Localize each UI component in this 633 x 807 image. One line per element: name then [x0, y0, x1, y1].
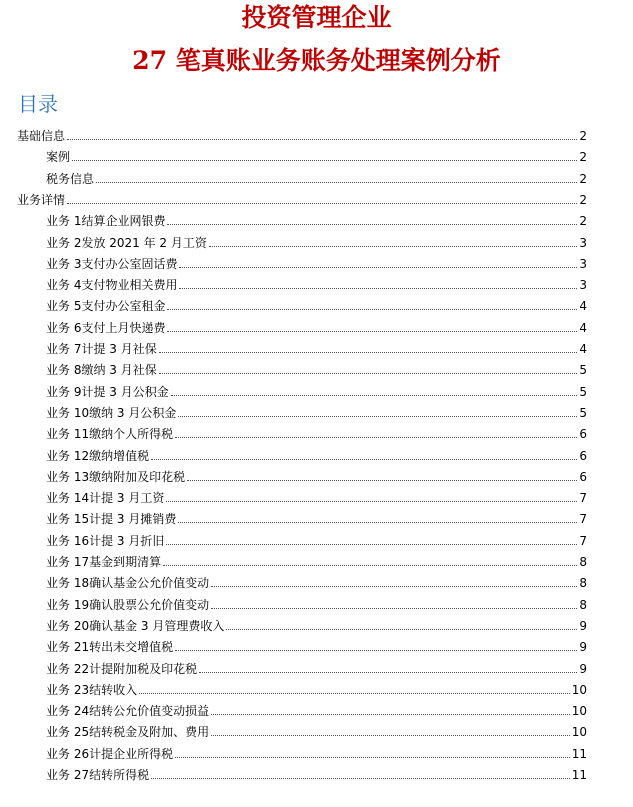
toc-entry[interactable]	[46, 318, 587, 339]
toc-page-number: 10	[571, 704, 587, 719]
toc-entry[interactable]	[46, 722, 587, 743]
document-title: 投资管理企业	[241, 3, 392, 32]
toc-entry-title: 业务 5支付办公室租金	[46, 299, 166, 314]
toc-dot-leader	[187, 467, 577, 481]
toc-dot-leader	[151, 446, 577, 460]
toc-entry-title: 业务 4支付物业相关费用	[46, 278, 178, 293]
toc-entry[interactable]	[46, 701, 587, 722]
document-subtitle: 27 笔真账业务账务处理案例分析	[132, 46, 501, 75]
toc-dot-leader	[199, 659, 577, 673]
toc-page-number: 9	[579, 640, 587, 655]
toc-entry-title: 业务 8缴纳 3 月社保	[46, 363, 157, 378]
toc-page-number: 9	[579, 661, 587, 676]
toc-entry[interactable]	[46, 765, 587, 786]
toc-entry-title: 业务 11缴纳个人所得税	[46, 427, 174, 442]
toc-entry-title: 业务详情	[17, 192, 66, 207]
toc-entry-title: 业务 6支付上月快递费	[46, 320, 166, 335]
toc-page-number: 10	[571, 682, 587, 697]
toc-page-number: 4	[579, 342, 587, 356]
toc-dot-leader	[178, 509, 577, 523]
toc-entry-title: 业务 20确认基金 3 月管理费收入	[46, 618, 225, 633]
toc-page-number: 4	[579, 320, 587, 335]
toc-dot-leader	[178, 403, 577, 417]
toc-dot-leader	[139, 680, 570, 694]
toc-entry-title: 业务 16计提 3 月折旧	[46, 533, 165, 548]
toc-entry-title: 业务 15计提 3 月摊销费	[46, 512, 177, 527]
toc-page-number: 8	[579, 576, 587, 591]
toc-entry-title: 业务 23结转收入	[46, 682, 138, 697]
toc-entry-title: 业务 2发放 2021 年 2 月工资	[46, 235, 207, 250]
toc-entry[interactable]	[46, 488, 587, 509]
toc-entry[interactable]	[46, 211, 587, 232]
toc-entry-title: 业务 19确认股票公允价值变动	[46, 597, 210, 612]
toc-dot-leader	[175, 744, 570, 758]
toc-dot-leader	[151, 765, 570, 779]
toc-page-number: 2	[579, 214, 587, 229]
toc-entry-title: 基础信息	[17, 129, 66, 143]
toc-dot-leader	[166, 488, 577, 502]
toc-entry[interactable]	[46, 680, 587, 701]
toc-page-number: 2	[579, 192, 587, 207]
toc-page-number: 7	[579, 491, 587, 506]
toc-entry[interactable]	[46, 403, 587, 424]
toc-dot-leader	[171, 382, 578, 396]
toc-entry[interactable]	[46, 637, 587, 658]
toc-page-number: 7	[579, 533, 587, 548]
toc-entry-title: 业务 14计提 3 月工资	[46, 491, 165, 506]
toc-entry[interactable]	[46, 254, 587, 275]
toc-entry-title: 业务 24结转公允价值变动损益	[46, 704, 210, 719]
toc-entry[interactable]	[46, 659, 587, 680]
toc-page-number: 6	[579, 469, 587, 484]
toc-dot-leader	[159, 360, 578, 374]
toc-entry-title: 案例	[46, 150, 71, 165]
toc-page-number: 3	[579, 278, 587, 293]
toc-entry[interactable]	[46, 467, 587, 488]
toc-entry[interactable]	[46, 616, 587, 637]
toc-entry-title: 业务 3支付办公室固话费	[46, 256, 178, 271]
toc-entry[interactable]	[46, 509, 587, 530]
toc-page-number: 5	[579, 363, 587, 378]
toc-heading: 目录	[18, 92, 58, 116]
toc-page-number: 4	[579, 299, 587, 314]
toc-dot-leader	[96, 169, 577, 183]
toc-entry[interactable]	[46, 360, 587, 381]
toc-page-number: 11	[571, 768, 587, 782]
toc-dot-leader	[159, 339, 578, 353]
toc-dot-leader	[179, 275, 577, 289]
toc-entry[interactable]	[46, 744, 587, 765]
toc-entry[interactable]	[46, 382, 587, 403]
toc-page-number: 2	[579, 129, 587, 143]
toc-entry[interactable]	[46, 339, 587, 360]
toc-entry-title: 业务 7计提 3 月社保	[46, 342, 157, 356]
toc-entry[interactable]	[17, 190, 587, 211]
toc-entry-title: 业务 9计提 3 月公积金	[46, 384, 169, 399]
toc-entry[interactable]	[46, 531, 587, 552]
toc-entry-title: 业务 22计提附加税及印花税	[46, 661, 198, 676]
toc-dot-leader	[163, 552, 577, 566]
toc-page-number: 10	[571, 725, 587, 740]
toc-dot-leader	[226, 616, 577, 630]
toc-page-number: 6	[579, 427, 587, 442]
toc-entry[interactable]	[46, 147, 587, 168]
toc-page-number: 6	[579, 448, 587, 463]
toc-entry[interactable]	[46, 446, 587, 467]
toc-page-number: 8	[579, 597, 587, 612]
toc-dot-leader	[72, 147, 577, 161]
toc-entry[interactable]	[46, 573, 587, 594]
toc-page-number: 5	[579, 384, 587, 399]
toc-dot-leader	[175, 424, 577, 438]
toc-entry-title: 业务 21转出未交增值税	[46, 640, 174, 655]
toc-entry-title: 业务 27结转所得税	[46, 768, 150, 782]
toc-entry[interactable]	[46, 424, 587, 445]
toc-entry-title: 业务 10缴纳 3 月公积金	[46, 405, 177, 420]
toc-entry[interactable]	[17, 126, 587, 147]
toc-dot-leader	[167, 318, 577, 332]
toc-entry-title: 业务 1结算企业网银费	[46, 214, 166, 229]
toc-dot-leader	[209, 233, 577, 247]
toc-entry[interactable]	[46, 296, 587, 317]
toc-entry-title: 业务 18确认基金公允价值变动	[46, 576, 210, 591]
toc-dot-leader	[211, 595, 577, 609]
toc-dot-leader	[211, 573, 577, 587]
toc-entry-title: 税务信息	[46, 171, 95, 186]
toc-dot-leader	[167, 211, 577, 225]
toc-dot-leader	[211, 722, 570, 736]
toc-dot-leader	[175, 637, 577, 651]
toc-dot-leader	[211, 701, 570, 715]
toc-dot-leader	[166, 531, 577, 545]
toc-entry[interactable]	[46, 233, 587, 254]
toc-entry-title: 业务 26计提企业所得税	[46, 746, 174, 761]
toc-entry-title: 业务 12缴纳增值税	[46, 448, 150, 463]
toc-entry[interactable]	[46, 169, 587, 190]
toc-page-number: 2	[579, 171, 587, 186]
toc-page-number: 3	[579, 256, 587, 271]
toc-dot-leader	[167, 296, 577, 310]
toc-page-number: 8	[579, 555, 587, 569]
toc-entry-title: 业务 25结转税金及附加、费用	[46, 725, 210, 740]
toc-page-number: 11	[571, 746, 587, 761]
toc-page-number: 3	[579, 235, 587, 250]
toc-entry-title: 业务 13缴纳附加及印花税	[46, 469, 186, 484]
toc-page-number: 2	[579, 150, 587, 165]
toc-page-number: 9	[579, 618, 587, 633]
toc-dot-leader	[179, 254, 577, 268]
toc-entry[interactable]	[46, 552, 587, 573]
toc-dot-leader	[67, 126, 577, 140]
toc-entry[interactable]	[46, 275, 587, 296]
toc-dot-leader	[67, 190, 577, 204]
toc-page-number: 7	[579, 512, 587, 527]
toc-page-number: 5	[579, 405, 587, 420]
toc-entry-title: 业务 17基金到期清算	[46, 555, 162, 569]
toc-entry[interactable]	[46, 595, 587, 616]
